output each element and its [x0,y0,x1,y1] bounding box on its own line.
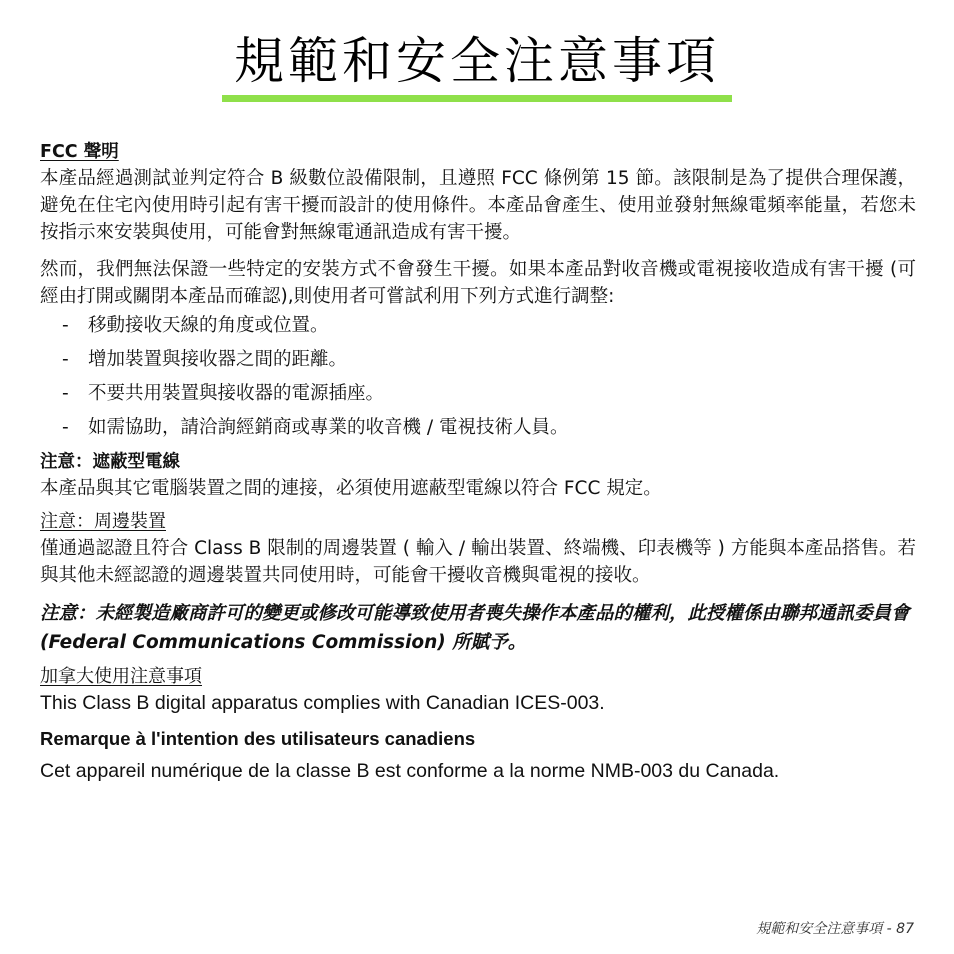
page-footer: 規範和安全注意事項 - 87 [756,921,914,937]
modification-warning: 注意：未經製造廠商許可的變更或修改可能導致使用者喪失操作本產品的權利，此授權係由聯邦通訊委員會 (Federal Communications Commission) 所賦予。 [40,603,910,653]
fcc-bullet-list [40,312,916,441]
peripheral-text: 僅通過認證且符合 Class B 限制的周邊裝置 ( 輸入 / 輸出裝置、終端機、印表機等 ) 方能與本產品搭售。若與其他未經認證的週邊裝置共同使用時，可能會干擾收音機與電視的接收。 [40,538,916,586]
shielded-cable-heading: 注意：遮蔽型電線 [40,452,180,472]
remarque-text: Cet appareil numérique de la classe B est conforme a la norme NMB-003 du Canada. [40,760,780,782]
fcc-paragraph-2: 然而，我們無法保證一些特定的安裝方式不會發生干擾。如果本產品對收音機或電視接收造成有害干擾 (可經由打開或關閉本產品而確認),則使用者可嘗試利用下列方式進行調整: [40,259,916,307]
canada-text: This Class B digital apparatus complies with Canadian ICES-003. [40,692,605,714]
bullet-dash: - [62,383,69,404]
fcc-heading: FCC 聲明 [40,142,119,162]
bullet-dash: - [62,349,69,370]
list-item: - 不要共用裝置與接收器的電源插座。 [40,380,916,407]
fcc-paragraph-1: 本產品經過測試並判定符合 B 級數位設備限制，且遵照 FCC 條例第 15 節。該限制是為了提供合理保護，避免在住宅內使用時引起有害干擾而設計的使用條件。本產品會產生、使用並發射無線電頻率能量，若您未按指示來安裝與使用，可能會對無線電通訊造成有害干擾。 [40,168,916,243]
peripheral-heading: 注意：周邊裝置 [40,511,166,532]
list-item: - 增加裝置與接收器之間的距離。 [40,346,916,373]
page-content [40,138,916,784]
shielded-cable-text: 本產品與其它電腦裝置之間的連接，必須使用遮蔽型電線以符合 FCC 規定。 [40,478,662,499]
bullet-dash: - [62,315,69,336]
page-title: 規範和安全注意事項 [234,32,720,90]
list-item: - 移動接收天線的角度或位置。 [40,312,916,339]
list-item: - 如需協助，請洽詢經銷商或專業的收音機 / 電視技術人員。 [40,414,916,441]
title-underline-bar [222,95,732,102]
remarque-heading: Remarque à l'intention des utilisateurs canadiens [40,728,476,749]
canada-heading: 加拿大使用注意事項 [40,666,202,687]
bullet-dash: - [62,417,69,438]
